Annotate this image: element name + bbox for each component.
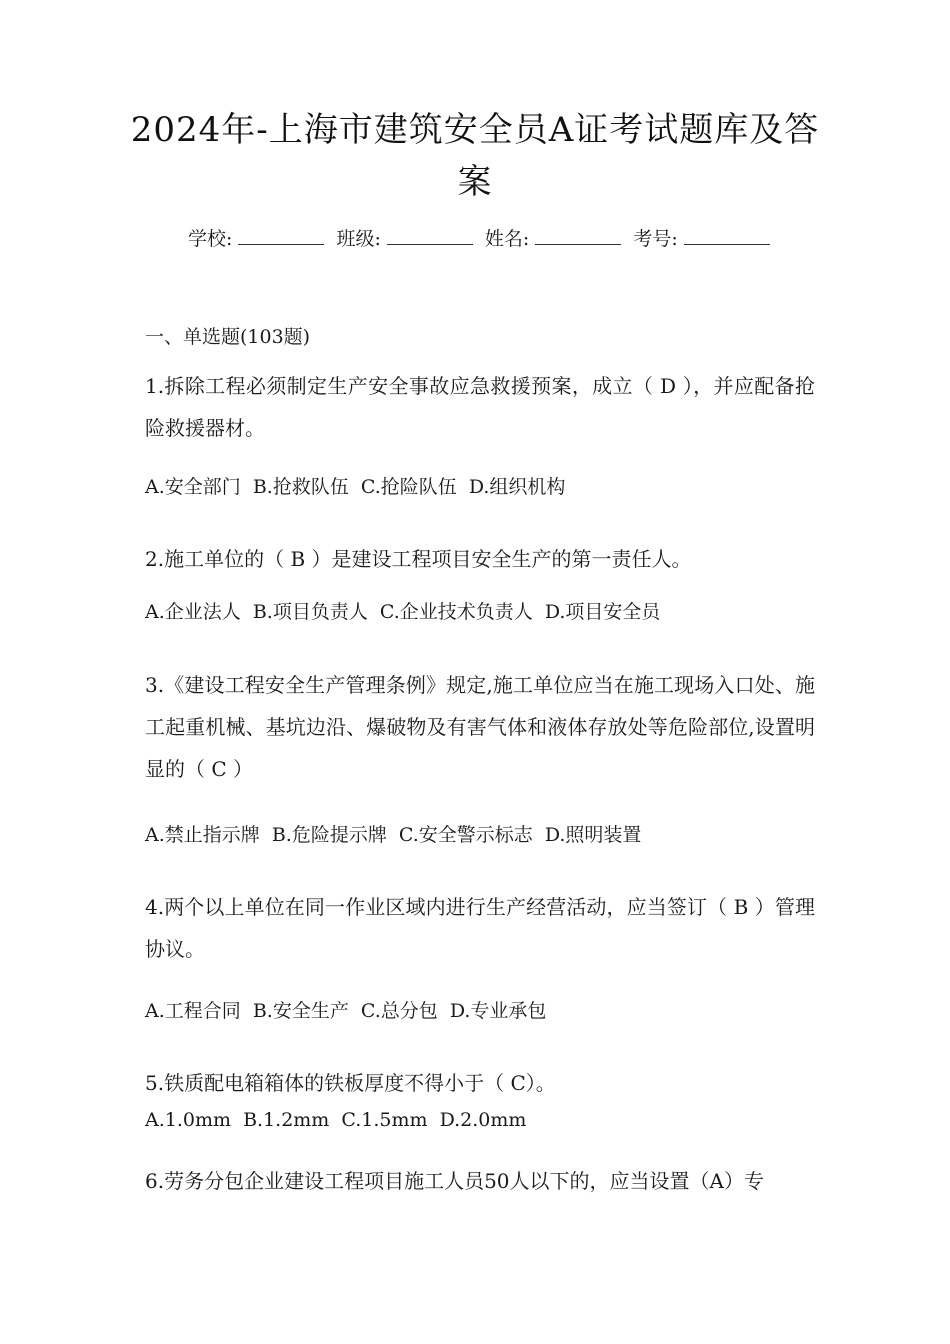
option-a: A.企业法人 [145,601,241,623]
option-c: C.抢险队伍 [360,476,457,498]
section-heading: 一、单选题(103题) [145,326,311,348]
student-info-line [188,224,776,251]
option-d: D.2.0mm [439,1109,527,1131]
school-label: 学校: [188,228,233,250]
question-5-options [145,1109,532,1131]
class-blank [387,228,473,245]
option-b: B.项目负责人 [252,601,368,623]
question-4: 4.两个以上单位在同一作业区域内进行生产经营活动，应当签订（ B ）管理协议。 [145,895,815,961]
exam-number-label: 考号: [633,228,678,250]
question-3-options [145,820,647,847]
question-4-options [145,996,552,1023]
question-1: 1.拆除工程必须制定生产安全事故应急救援预案，成立（ D ），并应配备抢险救援器材。 [145,374,815,440]
question-3: 3.《建设工程安全生产管理条例》规定,施工单位应当在施工现场入口处、施工起重机械、基坑边沿、爆破物及有害气体和液体存放处等危险部位,设置明显的（ C ） [145,673,815,781]
exam-number-blank [684,228,770,245]
option-b: B.抢救队伍 [252,476,349,498]
question-6: 6.劳务分包企业建设工程项目施工人员50人以下的，应当设置（A）专 [145,1169,764,1193]
question-5: 5.铁质配电箱箱体的铁板厚度不得小于（ C）。 [145,1071,556,1095]
name-blank [535,228,621,245]
option-d: D.专业承包 [449,1000,547,1022]
option-b: B.安全生产 [252,1000,349,1022]
option-c: C.总分包 [360,1000,438,1022]
option-a: A.禁止指示牌 [145,824,260,846]
class-label: 班级: [336,228,381,250]
option-d: D.项目安全员 [544,601,661,623]
question-1-options [145,472,571,499]
option-d: D.照明装置 [544,824,642,846]
option-c: C.企业技术负责人 [379,601,533,623]
option-b: B.危险提示牌 [271,824,387,846]
option-c: C.安全警示标志 [398,824,533,846]
option-d: D.组织机构 [468,476,566,498]
document-title: 2024年-上海市建筑安全员A证考试题库及答案 [130,110,820,202]
school-blank [238,228,324,245]
option-b: B.1.2mm [243,1109,330,1131]
question-2-options [145,597,666,624]
option-a: A.工程合同 [145,1000,241,1022]
question-2: 2.施工单位的（ B ）是建设工程项目安全生产的第一责任人。 [145,547,692,571]
option-c: C.1.5mm [341,1109,428,1131]
name-label: 姓名: [484,228,530,250]
option-a: A.1.0mm [145,1109,232,1131]
option-a: A.安全部门 [145,476,241,498]
